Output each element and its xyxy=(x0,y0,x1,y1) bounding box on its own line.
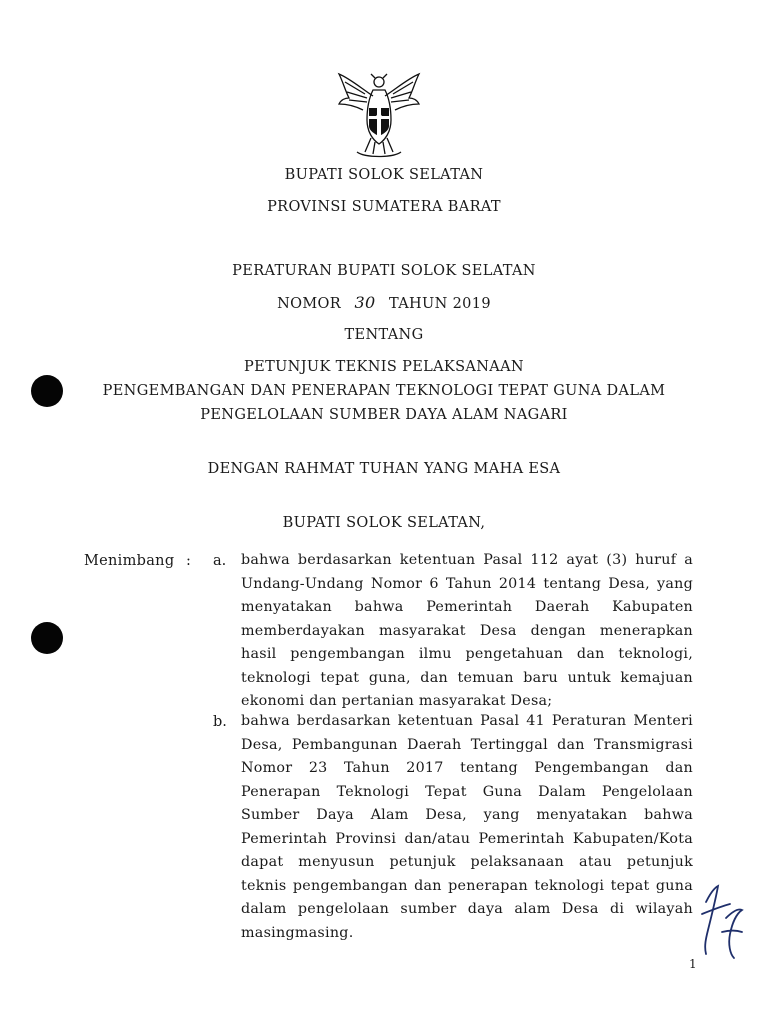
consideration-line: teknologi tepat guna, dan temuan baru untuk kemajuan xyxy=(241,669,693,686)
consideration-line: menyatakan bahwa Pemerintah Daerah Kabupaten xyxy=(241,599,693,615)
consideration-line: masingmasing. xyxy=(241,924,354,941)
header-line-1: BUPATI SOLOK SELATAN xyxy=(284,167,484,183)
consideration-line: Pemerintah Provinsi dan/atau Pemerintah Kabupaten/Kota xyxy=(241,830,693,847)
subject-line-3: PENGELOLAAN SUMBER DAYA ALAM NAGARI xyxy=(200,407,568,423)
consideration-line: dapat menyusun petunjuk pelaksanaan atau petunjuk xyxy=(241,854,693,870)
item-letter-b: b. xyxy=(213,714,227,730)
consideration-line: Penerapan Teknologi Tepat Guna Dalam Pengelolaan xyxy=(241,783,693,800)
consideration-line: Undang-Undang Nomor 6 Tahun 2014 tentang Desa, yang xyxy=(241,575,693,592)
subject-line-1: PETUNJUK TEKNIS PELAKSANAAN xyxy=(244,359,524,375)
garuda-emblem-icon xyxy=(331,68,427,160)
regulation-number xyxy=(0,294,768,313)
consideration-line: Desa, Pembangunan Daerah Tertinggal dan Transmigrasi xyxy=(241,736,693,753)
consideration-line: bahwa berdasarkan ketentuan Pasal 41 Peraturan Menteri xyxy=(241,713,693,729)
tentang-label: TENTANG xyxy=(344,327,424,343)
punch-hole xyxy=(31,375,63,407)
consideration-line: memberdayakan masyarakat Desa dengan menerapkan xyxy=(241,622,693,639)
preamble: DENGAN RAHMAT TUHAN YANG MAHA ESA xyxy=(207,461,561,477)
page-number: 1 xyxy=(689,957,697,971)
consideration-a xyxy=(241,549,693,714)
header-line-2: PROVINSI SUMATERA BARAT xyxy=(267,199,501,215)
consideration-line: hasil pengembangan ilmu pengetahuan dan teknologi, xyxy=(241,646,693,662)
consideration-b xyxy=(241,710,693,945)
consideration-line: Nomor 23 Tahun 2017 tentang Pengembangan dan xyxy=(241,760,693,776)
menimbang-colon: : xyxy=(186,553,191,569)
menimbang-label: Menimbang xyxy=(84,553,175,569)
tahun-label: TAHUN 2019 xyxy=(389,296,491,312)
consideration-line: ekonomi dan pertanian masyarakat Desa; xyxy=(241,693,553,709)
consideration-line: teknis pengembangan dan penerapan teknologi tepat guna xyxy=(241,877,693,894)
paraf-signature-icon xyxy=(700,884,746,962)
punch-hole xyxy=(31,622,63,654)
nomor-value: 30 xyxy=(354,293,376,312)
nomor-label: NOMOR xyxy=(277,296,342,312)
subject-line-2: PENGEMBANGAN DAN PENERAPAN TEKNOLOGI TEPAT GUNA DALAM xyxy=(102,383,666,399)
authority: BUPATI SOLOK SELATAN, xyxy=(282,515,486,531)
consideration-line: bahwa berdasarkan ketentuan Pasal 112 ayat (3) huruf a xyxy=(241,552,693,568)
consideration-line: Sumber Daya Alam Desa, yang menyatakan bahwa xyxy=(241,807,693,823)
regulation-title: PERATURAN BUPATI SOLOK SELATAN xyxy=(232,263,536,279)
item-letter-a: a. xyxy=(213,553,227,569)
consideration-line: dalam pengelolaan sumber daya alam Desa di wilayah xyxy=(241,901,693,917)
